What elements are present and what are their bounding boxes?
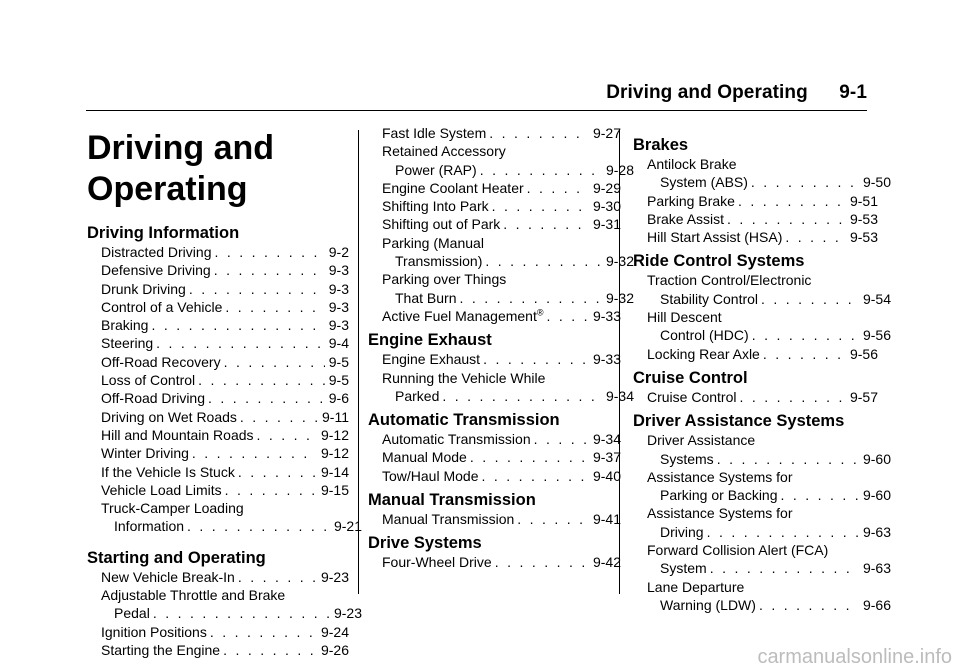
toc-entry[interactable] <box>87 371 349 389</box>
toc-entry-page: 9-12 <box>320 445 349 462</box>
dot-leader <box>257 426 317 444</box>
toc-entry-title-continued: Stability Control <box>660 290 759 307</box>
toc-entry-title: Adjustable Throttle and Brake <box>101 587 286 604</box>
toc-entry-page: 9-34 <box>592 431 621 448</box>
section-heading[interactable]: Starting and Operating <box>87 548 266 567</box>
dot-leader <box>759 596 859 614</box>
toc-section <box>633 251 891 362</box>
toc-entry[interactable] <box>368 307 621 325</box>
toc-entry-title: Hill and Mountain Roads <box>101 426 254 443</box>
toc-entry-title-continued: Information <box>114 518 185 535</box>
toc-entry-page: 9-15 <box>320 481 349 498</box>
dot-leader <box>238 463 317 481</box>
toc-entry-page: 9-26 <box>320 641 349 658</box>
toc-entry[interactable] <box>633 155 891 192</box>
dot-leader <box>192 444 317 462</box>
dot-leader <box>517 510 589 528</box>
toc-entry[interactable] <box>633 468 891 505</box>
toc-entry-page: 9-63 <box>862 523 891 540</box>
toc-entry-page: 9-12 <box>320 426 349 443</box>
toc-entry[interactable] <box>87 316 349 334</box>
toc-column-3 <box>633 124 891 614</box>
toc-entry-title: Off-Road Recovery <box>101 353 221 370</box>
toc-entry-title-continued: Driving <box>660 523 704 540</box>
toc-entry-page: 9-14 <box>320 463 349 480</box>
toc-entry-page: 9-5 <box>328 372 349 389</box>
dot-leader <box>198 371 325 389</box>
dot-leader <box>223 641 317 659</box>
running-head-title: Driving and Operating <box>606 82 808 103</box>
toc-entry-list <box>633 271 891 362</box>
toc-entry[interactable] <box>368 197 621 215</box>
toc-entry[interactable] <box>368 142 634 179</box>
toc-entry[interactable] <box>368 369 634 406</box>
toc-section <box>368 124 634 325</box>
toc-entry-page: 9-51 <box>849 192 878 209</box>
toc-entry-title-continued: Systems <box>660 450 714 467</box>
toc-entry-title: Engine Exhaust <box>382 351 481 368</box>
dot-leader <box>707 523 859 541</box>
toc-entry-title: Four-Wheel Drive <box>382 554 492 571</box>
toc-entry[interactable] <box>87 641 349 659</box>
dot-leader <box>240 408 318 426</box>
toc-entry[interactable] <box>368 124 621 142</box>
toc-entry-title: New Vehicle Break-In <box>101 568 235 585</box>
toc-entry-list <box>633 155 891 246</box>
dot-leader <box>763 345 846 363</box>
dot-leader <box>480 161 602 179</box>
dot-leader <box>470 448 589 466</box>
toc-entry-page: 9-41 <box>592 511 621 528</box>
toc-entry-title-continued: System (ABS) <box>660 174 748 191</box>
toc-entry-page: 9-6 <box>328 390 349 407</box>
toc-entry-title: Shifting out of Park <box>382 216 501 233</box>
toc-entry[interactable] <box>87 623 349 641</box>
toc-entry-page: 9-32 <box>605 289 634 306</box>
toc-entry-page: 9-33 <box>592 351 621 368</box>
toc-entry-title: Parking (Manual <box>382 234 484 251</box>
toc-section <box>87 223 362 536</box>
toc-entry[interactable] <box>87 444 349 462</box>
toc-entry-page: 9-24 <box>320 623 349 640</box>
dot-leader <box>492 197 589 215</box>
toc-entry-list <box>368 124 634 325</box>
toc-entry[interactable] <box>87 389 349 407</box>
toc-section <box>633 411 891 614</box>
toc-entry[interactable] <box>633 345 878 363</box>
section-heading[interactable]: Driving Information <box>87 224 240 242</box>
dot-leader <box>482 467 589 485</box>
toc-entry-title: Ignition Positions <box>101 623 207 640</box>
toc-entry-list <box>368 510 621 528</box>
section-heading[interactable]: Ride Control Systems <box>633 252 805 271</box>
dot-leader <box>503 215 589 233</box>
dot-leader <box>208 389 325 407</box>
dot-leader <box>153 604 330 622</box>
toc-entry[interactable] <box>368 448 621 466</box>
dot-leader <box>752 326 859 344</box>
toc-entry[interactable] <box>368 553 621 571</box>
toc-entry-title: Vehicle Load Limits <box>101 481 222 498</box>
watermark: carmanualsonline.info <box>757 646 952 668</box>
toc-entry[interactable] <box>633 210 878 228</box>
toc-entry-page: 9-29 <box>592 179 621 196</box>
toc-entry-title: Cruise Control <box>647 388 737 405</box>
toc-entry[interactable] <box>87 568 349 586</box>
toc-entry-title: Steering <box>101 335 154 352</box>
toc-entry-page: 9-31 <box>592 216 621 233</box>
section-heading[interactable]: Drive Systems <box>368 534 482 553</box>
toc-entry-page: 9-60 <box>862 450 891 467</box>
toc-entry[interactable] <box>368 510 621 528</box>
toc-entry-page: 9-33 <box>592 307 621 324</box>
toc-column-1 <box>87 124 362 659</box>
toc-entry-page: 9-4 <box>328 335 349 352</box>
toc-entry[interactable] <box>87 586 362 623</box>
toc-entry[interactable] <box>87 298 349 316</box>
toc-entry-page: 9-57 <box>849 388 878 405</box>
section-heading[interactable]: Brakes <box>633 136 689 154</box>
toc-entry-list <box>368 430 621 485</box>
dot-leader <box>224 353 325 371</box>
toc-entry-list <box>633 431 891 614</box>
toc-entry-page: 9-37 <box>592 449 621 466</box>
toc-entry[interactable] <box>87 280 349 298</box>
toc-entry-title-continued: Transmission) <box>395 253 483 270</box>
toc-entry-title: Assistance Systems for <box>647 468 793 485</box>
toc-section <box>87 548 362 659</box>
toc-entry[interactable] <box>368 234 634 271</box>
toc-entry-title-continued: That Burn <box>395 289 457 306</box>
dot-leader <box>785 228 846 246</box>
toc-entry[interactable] <box>633 308 891 345</box>
toc-entry-title: Hill Start Assist (HSA) <box>647 229 783 246</box>
toc-section <box>368 330 634 405</box>
toc-entry-title-continued: Control (HDC) <box>660 327 749 344</box>
toc-entry-page: 9-3 <box>328 280 349 297</box>
toc-entry-title: Shifting Into Park <box>382 198 489 215</box>
toc-entry-title: Loss of Control <box>101 372 196 389</box>
toc-entry-title: Forward Collision Alert (FCA) <box>647 542 829 559</box>
toc-entry[interactable] <box>633 192 878 210</box>
dot-leader <box>489 124 589 142</box>
toc-entry-title: Off-Road Driving <box>101 390 206 407</box>
toc-entry-page: 9-40 <box>592 467 621 484</box>
dot-leader <box>527 179 589 197</box>
toc-entry[interactable] <box>633 578 891 615</box>
dot-leader <box>710 559 859 577</box>
toc-entry-title: Parking Brake <box>647 192 735 209</box>
toc-entry-page: 9-63 <box>862 560 891 577</box>
dot-leader <box>738 192 846 210</box>
toc-entry-page: 9-3 <box>328 298 349 315</box>
toc-entry-title: Automatic Transmission <box>382 431 531 448</box>
toc-entry-title: Brake Assist <box>647 210 725 227</box>
dot-leader <box>534 430 589 448</box>
dot-leader <box>187 517 330 535</box>
dot-leader <box>751 173 859 191</box>
toc-entry[interactable] <box>87 243 349 261</box>
toc-column-2 <box>368 124 634 572</box>
running-head <box>606 82 867 104</box>
dot-leader <box>214 261 325 279</box>
toc-entry[interactable] <box>87 261 349 279</box>
toc-entry-page: 9-56 <box>849 345 878 362</box>
dot-leader <box>238 568 317 586</box>
toc-entry-page: 9-23 <box>333 605 362 622</box>
chapter-title <box>87 128 349 210</box>
toc-entry-title: Starting the Engine <box>101 641 221 658</box>
section-heading[interactable]: Automatic Transmission <box>368 411 560 430</box>
toc-entry-page: 9-32 <box>605 253 634 270</box>
toc-entry-title-continued: System <box>660 560 707 577</box>
toc-entry-page: 9-3 <box>328 317 349 334</box>
toc-entry-page: 9-5 <box>328 353 349 370</box>
toc-entry[interactable] <box>368 179 621 197</box>
toc-entry-title: Engine Coolant Heater <box>382 179 524 196</box>
toc-entry-list <box>87 568 362 659</box>
toc-entry-list <box>368 350 634 405</box>
header-rule <box>86 110 867 111</box>
toc-entry[interactable] <box>633 504 891 541</box>
toc-entry[interactable] <box>87 499 362 536</box>
toc-entry[interactable] <box>633 228 878 246</box>
chapter-title-line-2: Operating <box>87 170 248 208</box>
toc-entry-page: 9-28 <box>605 161 634 178</box>
section-heading[interactable]: Engine Exhaust <box>368 331 492 350</box>
toc-entry[interactable] <box>368 350 621 368</box>
toc-entry-title: Braking <box>101 317 149 334</box>
toc-entry-page: 9-50 <box>862 174 891 191</box>
section-heading[interactable]: Manual Transmission <box>368 491 536 510</box>
toc-entry-title: Manual Transmission <box>382 511 515 528</box>
dot-leader <box>459 289 601 307</box>
toc-entry-title: Parking over Things <box>382 271 507 288</box>
toc-entry-page: 9-42 <box>592 554 621 571</box>
toc-section <box>368 490 621 528</box>
toc-entry-page: 9-53 <box>849 210 878 227</box>
toc-entry-page: 9-21 <box>333 518 362 535</box>
dot-leader <box>189 280 325 298</box>
toc-entry-title: Fast Idle System <box>382 125 487 141</box>
toc-entry-list <box>87 243 362 536</box>
toc-entry[interactable] <box>368 215 621 233</box>
dot-leader <box>225 298 324 316</box>
chapter-title-line-1: Driving and <box>87 129 275 167</box>
dot-leader <box>210 623 317 641</box>
toc-entry-title: Active Fuel Management <box>382 307 537 324</box>
toc-entry-title-continued: Parked <box>395 387 440 404</box>
toc-entry-title: Manual Mode <box>382 449 467 466</box>
toc-entry-title: Tow/Haul Mode <box>382 467 479 484</box>
toc-entry-page: 9-54 <box>862 290 891 307</box>
toc-section <box>368 533 621 571</box>
section-heading[interactable]: Driver Assistance Systems <box>633 412 845 431</box>
toc-entry-list <box>368 553 621 571</box>
toc-entry-title: Hill Descent <box>647 309 722 326</box>
toc-entry[interactable] <box>633 388 878 406</box>
dot-leader <box>156 334 325 352</box>
toc-entry[interactable] <box>368 270 634 307</box>
dot-leader <box>151 316 324 334</box>
toc-entry-title-continued: Parking or Backing <box>660 487 778 504</box>
dot-leader <box>717 450 859 468</box>
toc-entry-page: 9-11 <box>322 408 349 425</box>
dot-leader <box>739 388 845 406</box>
toc-entry[interactable] <box>368 430 621 448</box>
toc-section <box>633 135 891 246</box>
toc-entry[interactable] <box>633 431 891 468</box>
toc-entry-title: Driving on Wet Roads <box>101 408 237 425</box>
toc-entry-title: Assistance Systems for <box>647 505 793 522</box>
dot-leader <box>483 350 589 368</box>
toc-entry-page: 9-53 <box>849 229 878 246</box>
toc-entry-page: 9-27 <box>592 125 621 141</box>
page-number: 9-1 <box>839 82 867 103</box>
toc-entry-page: 9-60 <box>862 487 891 504</box>
toc-entry[interactable] <box>87 353 349 371</box>
toc-entry-title: Distracted Driving <box>101 244 212 260</box>
toc-entry[interactable] <box>87 334 349 352</box>
toc-entry-page: 9-23 <box>320 568 349 585</box>
dot-leader <box>214 243 324 261</box>
toc-entry[interactable] <box>87 408 349 426</box>
toc-entry-title: Truck-Camper Loading <box>101 500 244 517</box>
toc-entry[interactable] <box>633 271 891 308</box>
toc-entry-title: Defensive Driving <box>101 262 211 279</box>
dot-leader <box>485 252 602 270</box>
toc-entry-title: Winter Driving <box>101 445 189 462</box>
dot-leader <box>781 486 859 504</box>
toc-entry-title: Traction Control/Electronic <box>647 272 812 289</box>
toc-entry[interactable] <box>633 541 891 578</box>
toc-entry-title: Locking Rear Axle <box>647 345 760 362</box>
toc-section <box>368 410 621 485</box>
toc-entry-title: Control of a Vehicle <box>101 298 223 315</box>
toc-entry-title: Antilock Brake <box>647 156 737 172</box>
section-heading[interactable]: Cruise Control <box>633 368 748 387</box>
toc-section <box>633 368 878 406</box>
dot-leader <box>442 387 602 405</box>
registered-mark: ® <box>536 307 544 318</box>
dot-leader <box>225 481 317 499</box>
toc-entry-page: 9-3 <box>328 262 349 279</box>
toc-entry[interactable] <box>87 481 349 499</box>
toc-entry-title: Driver Assistance <box>647 432 756 449</box>
dot-leader <box>761 290 859 308</box>
toc-entry[interactable] <box>87 426 349 444</box>
toc-entry-title-continued: Warning (LDW) <box>660 596 756 613</box>
toc-entry-page: 9-34 <box>605 387 634 404</box>
dot-leader <box>495 553 589 571</box>
toc-entry-page: 9-56 <box>862 327 891 344</box>
toc-entry-title-continued: Pedal <box>114 605 150 622</box>
toc-entry-page: 9-66 <box>862 596 891 613</box>
toc-entry-title: If the Vehicle Is Stuck <box>101 463 235 480</box>
toc-entry-title-continued: Power (RAP) <box>395 161 477 178</box>
dot-leader <box>547 307 589 325</box>
toc-entry-title: Drunk Driving <box>101 280 186 297</box>
toc-entry-page: 9-2 <box>328 244 349 260</box>
toc-entry-title: Retained Accessory <box>382 143 506 160</box>
toc-entry-title: Lane Departure <box>647 578 745 595</box>
toc-entry-page: 9-30 <box>592 198 621 215</box>
toc-entry-list <box>633 388 878 406</box>
toc-entry[interactable] <box>368 467 621 485</box>
toc-entry[interactable] <box>87 463 349 481</box>
toc-entry-title: Running the Vehicle While <box>382 369 546 386</box>
dot-leader <box>727 210 846 228</box>
